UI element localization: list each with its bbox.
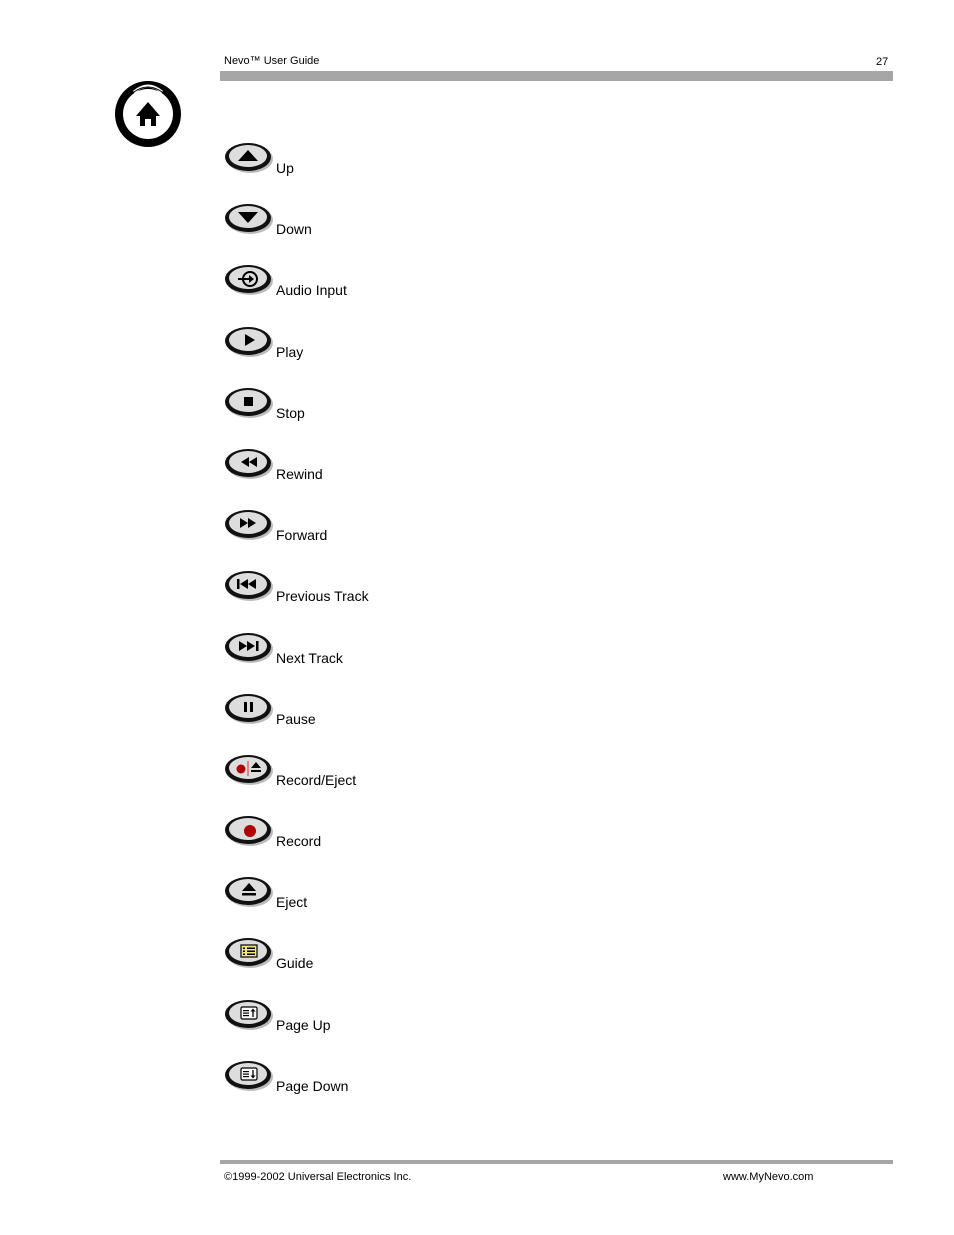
pause-icon (224, 691, 274, 727)
button-label: Page Up (276, 1016, 331, 1033)
button-label: Rewind (276, 465, 323, 482)
eject-icon (224, 874, 274, 910)
button-label: Guide (276, 955, 314, 972)
button-label: Audio Input (276, 282, 347, 299)
home-remote-icon (112, 74, 184, 148)
previous-track-icon (224, 568, 274, 604)
button-label: Eject (276, 894, 308, 911)
button-label: Page Down (276, 1077, 349, 1094)
button-label: Up (276, 160, 294, 176)
list-item (224, 140, 624, 201)
footer-website: www.MyNevo.com (723, 1171, 814, 1183)
list-item (224, 752, 624, 813)
header-divider (220, 71, 893, 81)
list-item (224, 1058, 624, 1119)
button-label: Down (276, 221, 312, 238)
play-icon (224, 324, 274, 360)
button-label: Pause (276, 710, 316, 727)
record-eject-icon (224, 752, 274, 788)
list-item (224, 385, 624, 446)
page-down-icon (224, 1058, 274, 1094)
footer-divider (220, 1160, 893, 1164)
page-up-icon (224, 997, 274, 1033)
record-icon (224, 813, 274, 849)
list-item (224, 874, 624, 935)
button-label: Next Track (276, 649, 343, 666)
button-list (224, 140, 624, 1119)
button-label: Stop (276, 404, 305, 421)
list-item (224, 568, 624, 629)
list-item (224, 997, 624, 1058)
list-item (224, 935, 624, 996)
list-item (224, 813, 624, 874)
arrow-up-icon (224, 140, 274, 176)
header-title: Nevo™ User Guide (224, 55, 320, 67)
button-label: Record (276, 833, 322, 850)
button-label: Previous Track (276, 588, 369, 605)
list-item (224, 507, 624, 568)
list-item (224, 262, 624, 323)
list-item (224, 630, 624, 691)
next-track-icon (224, 630, 274, 666)
list-item (224, 691, 624, 752)
button-label: Record/Eject (276, 771, 357, 788)
stop-icon (224, 385, 274, 421)
footer-copyright: ©1999-2002 Universal Electronics Inc. (224, 1171, 412, 1183)
audio-input-icon (224, 262, 274, 298)
list-item (224, 324, 624, 385)
list-item (224, 446, 624, 507)
rewind-icon (224, 446, 274, 482)
forward-icon (224, 507, 274, 543)
arrow-down-icon (224, 201, 274, 237)
guide-icon (224, 935, 274, 971)
list-item (224, 201, 624, 262)
page-number: 27 (876, 56, 889, 68)
button-label: Forward (276, 527, 328, 544)
button-label: Play (276, 343, 304, 360)
